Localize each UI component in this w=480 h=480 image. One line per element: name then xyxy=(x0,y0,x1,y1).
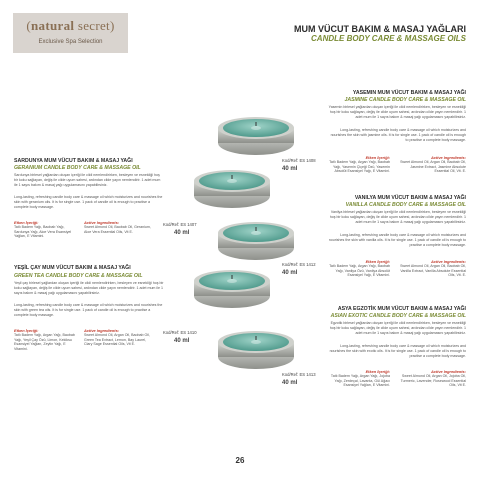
vanilla-ing-tr-head: Etken İçeriği: xyxy=(365,259,390,264)
geranium-size: 40 ml xyxy=(174,230,190,236)
geranium-code: Kod/Ref: ES 1407 xyxy=(163,222,197,227)
jasmine-title-tr: YASEMIN MUM VÜCUT BAKIM & MASAJ YAĞI xyxy=(352,90,466,96)
vanilla-code: Kod/Ref: ES 1412 xyxy=(282,262,316,267)
asian-code: Kod/Ref: ES 1413 xyxy=(282,372,316,377)
geranium-desc-en: Long-lasting, refreshing candle body care & massage oil which moisturizes and nourishes the skin with geranium oils. It is for single use. 1 pack of candle oil is enough to practise a complete body massage. xyxy=(14,195,163,209)
candle-green-tea-image xyxy=(194,270,270,308)
jasmine-code: Kod/Ref: ES 1408 xyxy=(282,158,316,163)
jasmine-ing-en-head: Active Ingredients: xyxy=(430,155,466,160)
greentea-desc-en: Long-lasting, refreshing candle body care & massage oil which moisturizes and nourishes the skin with green tea oils. It is for single use. 1 pack of candle oil is enough to practise a complete body massage. xyxy=(14,303,163,317)
greentea-size: 40 ml xyxy=(174,338,190,344)
asian-ing-tr-head: Etken İçeriği: xyxy=(365,369,390,374)
asian-ing-en-head: Active Ingredients: xyxy=(430,369,466,374)
geranium-title-tr: SARDUNYA MUM VÜCUT BAKIM & MASAJ YAĞI xyxy=(14,158,133,164)
asian-size: 40 ml xyxy=(282,380,298,386)
vanilla-desc-en: Long-lasting, refreshing candle body care & massage oil which moisturizes and nourishes the skin with vanilla oils. It is for single use. 1 pack of candle oil is enough to practise a complete body massage. xyxy=(328,233,466,247)
greentea-ing-tr: Tatlı Badem Yağı, Argan Yağı, Baobab Yağı, Yeşil Çay Özü, Limon, Kekiksu Esansiyel Yağları, Zeytin Yağı, E Vitamini. xyxy=(14,333,75,351)
greentea-ing-en: Sweet Almond Oil, Argan Oil, Baobab Oil, Green Tea Extract, Lemon, Bay Laurel, Clary Sage Essential Oils, Vit E. xyxy=(84,333,150,347)
brand-name: (natural secret) xyxy=(26,18,115,33)
brand-tagline: Exclusive Spa Selection xyxy=(38,39,103,45)
geranium-ing-en-head: Active Ingredients: xyxy=(84,220,120,225)
jasmine-title-en: JASMINE CANDLE BODY CARE & MASSAGE OIL xyxy=(344,97,466,103)
asian-desc-en: Long-lasting, refreshing candle body care & massage oil which moisturizes and nourishes the skin with exotic oils. It is for single use. 1 pack of candle oil is enough to practise a complete body massage. xyxy=(329,344,466,358)
geranium-ing-tr-head: Etken İçeriği: xyxy=(14,220,39,225)
asian-ing-en: Sweet Almond Oil, Argan Oil, Jojoba Oil, Turmeric, Lavender, Rosewood Essential Oils, Vit E. xyxy=(400,374,466,388)
jasmine-ing-tr: Tatlı Badem Yağı, Argan Yağı, Baobab Yağı, Yasemin Çiçeği Özü, Yasemin Absolüt Esansiyel Yağı, E Vitamini. xyxy=(329,160,390,174)
vanilla-ing-en: Sweet Almond Oil, Argan Oil, Baobab Oil, Vanilla Extract, Vanilla Absolute Essential Oils, Vit. E. xyxy=(400,264,466,278)
greentea-desc-tr: Yeşil çay birlesel yağlardan oluşan içeriği ile cildi nemlendirirken, besleyen ve esnekliği hoş bir koku sağlayan, değiş ile cilde uyum sahesi, ardından cilde yayın nemlendirir. 1 adet mum ile 1 sayıs bakım & masaj yağı uygulamasını yapabilirsiniz. xyxy=(14,281,164,295)
page-subtitle: CANDLE BODY CARE & MASSAGE OILS xyxy=(311,34,466,43)
page-title: MUM VÜCUT BAKIM & MASAJ YAĞLARI xyxy=(293,24,466,34)
candle-vanilla-image xyxy=(218,222,294,260)
vanilla-size: 40 ml xyxy=(282,270,298,276)
geranium-title-en: GERANIUM CANDLE BODY CARE & MASSAGE OIL xyxy=(14,165,141,171)
jasmine-desc-en: Long-lasting, refreshing candle body care & massage oil which moisturizes and nourishes the skin with jasmine oils. It is for single use. 1 pack of candle oil is enough to practise a complete body massage. xyxy=(330,128,466,142)
asian-ing-tr: Tatlı Badem Yağı, Argan Yağı, Jojoba Yağı, Zerdeçal, Lavanta, Gül Ağacı Esansiyel Yağları, E Vitamini. xyxy=(330,374,390,388)
vanilla-desc-tr: Vanilya birlesel yağlardan oluşan içeriği ile cildi nemlendirirken, besleyen ve esnekliği hoş bir koku sağlayan, değiş ile cilde uyum sahesi, ardından cilde yayın nemlendirir. 1 adet mum ile 1 sayıs bakım & masaj yağı uygulamasını yapabilirsiniz. xyxy=(329,210,466,224)
geranium-ing-tr: Tatlı Badem Yağı, Baobab Yağı, Sardunya Yağı, Aloe Vera Esansiyel Yağları, E Vitamini. xyxy=(14,225,72,239)
greentea-code: Kod/Ref: ES 1410 xyxy=(163,330,197,335)
vanilla-title-tr: VANILYA MUM VÜCUT BAKIM & MASAJ YAĞI xyxy=(354,195,466,201)
jasmine-ing-tr-head: Etken İçeriği: xyxy=(365,155,390,160)
asian-desc-tr: Egzotik birlesel yağlardan oluşan içeriği ile cildi nemlendirirken, besleyen ve esnekliği hoş bir koku sağlayan, değiş ile cilde uyum sahesi, ardından cilde yayın nemlendirir. 1 adet mum ile 1 sayıs bakım & masaj yağı uygulamasını yapabilirsiniz. xyxy=(329,321,466,335)
geranium-ing-en: Sweet Almond Oil, Baobab Oil, Geranium, Aloe Vera Essential Oils, Vit E. xyxy=(84,225,151,234)
vanilla-ing-tr: Tatlı Badem Yağı, Argan Yağı, Baobab Yağı, Vanilya Özü, Vanilya Absolüt Esansiyel Yağı, E Vitamini. xyxy=(329,264,390,278)
jasmine-size: 40 ml xyxy=(282,166,298,172)
vanilla-title-en: VANILLA CANDLE BODY CARE & MASSAGE OIL xyxy=(345,202,466,208)
asian-title-en: ASIAN EXOTIC CANDLE BODY CARE & MASSAGE OIL xyxy=(330,313,466,319)
jasmine-ing-en: Sweet Almond Oil, Argan Oil, Baobab Oil, Jasmine Extract, Jasmine Absolute Essential Oil, Vit. E. xyxy=(400,160,466,174)
vanilla-ing-en-head: Active Ingredients: xyxy=(430,259,466,264)
candle-geranium-image xyxy=(194,170,270,208)
candle-asian-exotic-image xyxy=(218,331,294,369)
greentea-title-en: GREEN TEA CANDLE BODY CARE & MASSAGE OIL xyxy=(14,273,143,279)
candle-jasmine-image xyxy=(218,117,294,155)
jasmine-desc-tr: Yasemin birlesel yağlardan oluşan içeriği ile cildi nemlendirirken, besleyen ve esnekliği hoş bir koku sağlayan, değiş ile cilde uyum sahesi, ardından cilde yayın nemlendirir. 1 adet mum ile 1 sayıs bakım & masaj yağı uygulamasını yapabilirsiniz. xyxy=(328,105,466,119)
greentea-ing-tr-head: Etken İçeriği: xyxy=(14,328,39,333)
page-number: 26 xyxy=(235,456,245,465)
greentea-title-tr: YEŞİL ÇAY MUM VÜCUT BAKIM & MASAJ YAĞI xyxy=(14,265,131,271)
geranium-desc-tr: Sardunya birlesel yağlardan oluşan içeriği ile cildi nemlendirirken, besleyen ve esnekliği hoş bir koku sağlayan, değiş ile cilde uyum sahesi, ardından cilde yayın nemlendirir. 1 adet mum ile 1 sayıs bakım & masaj yağı uygulamasını yapabilirsiniz. xyxy=(14,173,161,187)
asian-title-tr: ASYA EGZOTİK MUM VÜCUT BAKIM & MASAJ YAĞI xyxy=(337,306,466,312)
greentea-ing-en-head: Active Ingredients: xyxy=(84,328,120,333)
